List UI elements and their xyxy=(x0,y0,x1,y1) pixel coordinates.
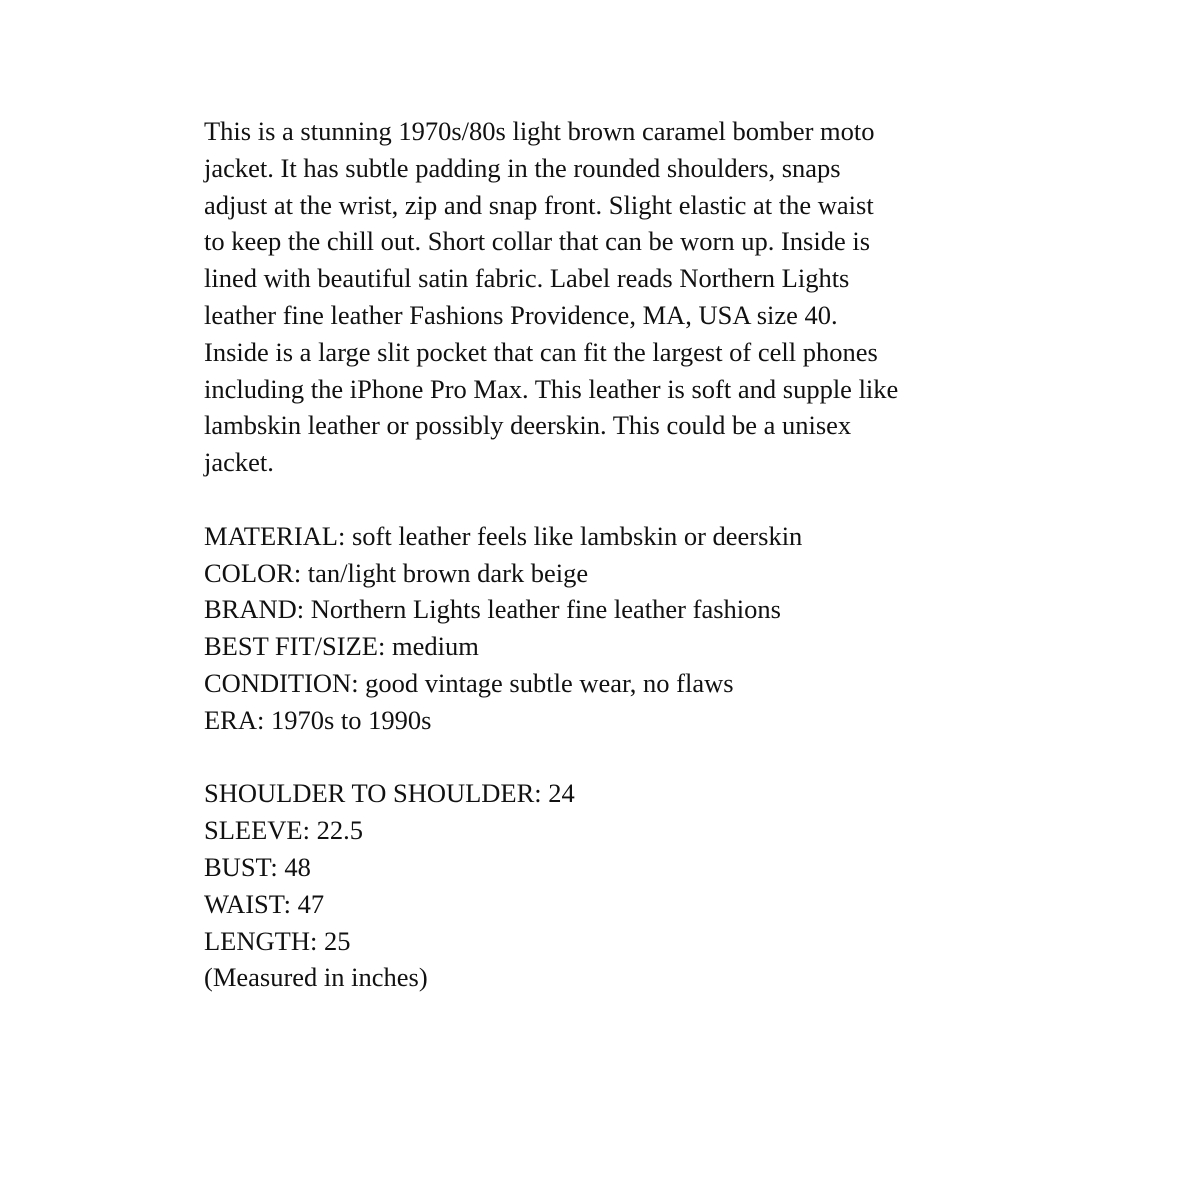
measurement-unit-note: (Measured in inches) xyxy=(204,962,428,993)
spec-era: ERA: 1970s to 1990s xyxy=(204,704,432,735)
description-line: leather fine leather Fashions Providence, MA, USA size 40. xyxy=(204,299,838,330)
description-line: to keep the chill out. Short collar that can be worn up. Inside is xyxy=(204,226,871,257)
measurement-waist: WAIST: 47 xyxy=(204,888,325,919)
description-line: jacket. xyxy=(204,447,274,478)
listing-text xyxy=(204,113,1024,996)
spec-material: MATERIAL: soft leather feels like lambskin or deerskin xyxy=(204,520,803,551)
measurement-bust: BUST: 48 xyxy=(204,851,311,882)
spec-list xyxy=(204,518,1024,739)
description-line: lined with beautiful satin fabric. Label reads Northern Lights xyxy=(204,263,850,294)
description-line: Inside is a large slit pocket that can fit the largest of cell phones xyxy=(204,336,878,367)
spec-color: COLOR: tan/light brown dark beige xyxy=(204,557,589,588)
spec-best-fit: BEST FIT/SIZE: medium xyxy=(204,631,479,662)
description-paragraph xyxy=(204,113,1024,481)
description-line: lambskin leather or possibly deerskin. This could be a unisex xyxy=(204,410,852,441)
measurement-length: LENGTH: 25 xyxy=(204,925,351,956)
spec-condition: CONDITION: good vintage subtle wear, no flaws xyxy=(204,667,734,698)
spec-brand: BRAND: Northern Lights leather fine leather fashions xyxy=(204,594,781,625)
measurement-sleeve: SLEEVE: 22.5 xyxy=(204,815,363,846)
description-line: adjust at the wrist, zip and snap front. Slight elastic at the waist xyxy=(204,189,874,220)
description-line: jacket. It has subtle padding in the rounded shoulders, snaps xyxy=(204,152,841,183)
description-line: including the iPhone Pro Max. This leather is soft and supple like xyxy=(204,373,899,404)
description-line: This is a stunning 1970s/80s light brown caramel bomber moto xyxy=(204,116,875,146)
measurement-list xyxy=(204,775,1024,996)
measurement-shoulder: SHOULDER TO SHOULDER: 24 xyxy=(204,778,575,809)
